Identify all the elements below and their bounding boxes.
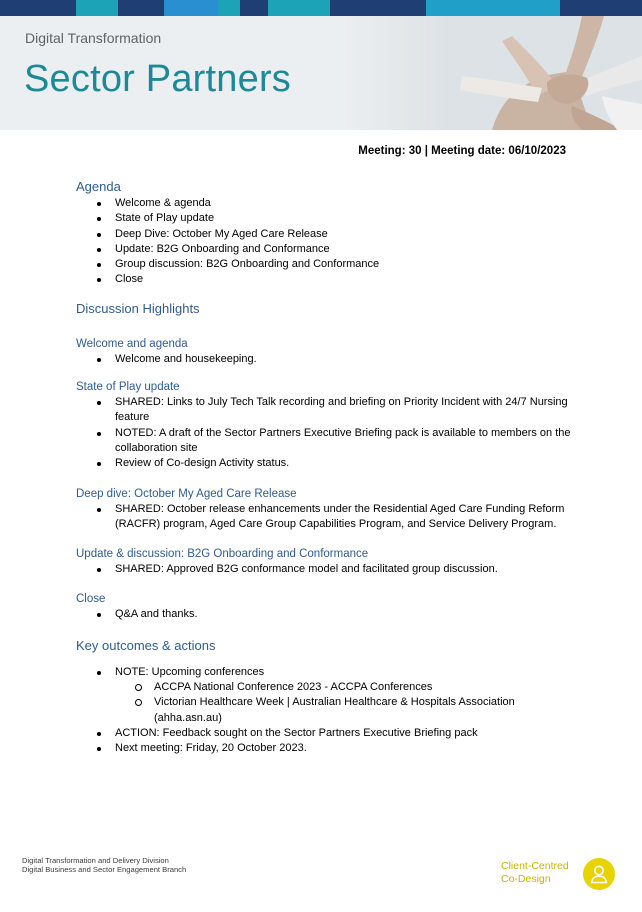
footer-division: Digital Transformation and Delivery Division [22,856,169,865]
section-title: Welcome and agenda [76,337,188,350]
stripe-segment [0,0,76,16]
agenda-item: Close [76,272,576,287]
top-color-stripe [0,0,642,16]
stripe-segment [426,0,560,16]
stripe-segment [164,0,218,16]
highlights-heading: Discussion Highlights [76,300,200,316]
list-item: Q&A and thanks. [76,607,576,622]
co-design-badge [583,858,615,890]
page-title: Sector Partners [24,58,291,100]
hands-photo [342,16,642,130]
conference-list [76,680,576,726]
agenda-item: Group discussion: B2G Onboarding and Conformance [76,257,576,272]
agenda-item: Deep Dive: October My Aged Care Release [76,227,576,242]
conference-item: Victorian Healthcare Week | Australian Healthcare & Hospitals Association (ahha.asn.au) [76,695,576,726]
section-list [76,502,576,533]
agenda-item: Update: B2G Onboarding and Conformance [76,242,576,257]
document-body [76,178,576,757]
section-title: Update & discussion: B2G Onboarding and Conformance [76,548,369,561]
section-list [76,395,576,471]
list-item: ACTION: Feedback sought on the Sector Partners Executive Briefing pack [76,726,576,741]
person-icon [583,858,615,890]
section-list [76,562,576,577]
footer-branch: Digital Business and Sector Engagement Branch [22,865,187,874]
outcomes-heading: Key outcomes & actions [76,637,216,653]
list-item: NOTED: A draft of the Sector Partners Executive Briefing pack is available to members on the collaboration site [76,426,576,457]
stripe-segment [76,0,118,16]
meeting-info: Meeting: 30 | Meeting date: 06/10/2023 [358,145,566,157]
section-title: Close [76,593,106,606]
outcomes-list [76,665,576,680]
list-item: NOTE: Upcoming conferences [76,665,576,680]
section-title: Deep dive: October My Aged Care Release [76,487,297,500]
outcomes-list-continued [76,726,576,757]
list-item: Review of Co-design Activity status. [76,456,576,471]
list-item: SHARED: Approved B2G conformance model and facilitated group discussion. [76,562,576,577]
agenda-item: State of Play update [76,211,576,226]
footer-organisation [22,856,186,874]
list-item: Welcome and housekeeping. [76,352,576,367]
agenda-heading: Agenda [76,179,121,194]
section-list [76,352,576,367]
list-item: SHARED: October release enhancements under the Residential Aged Care Funding Reform (RACFR) program, Aged Care Group Capabilities Program, and Service Delivery Program. [76,502,576,533]
stripe-segment [268,0,330,16]
list-item: SHARED: Links to July Tech Talk recording and briefing on Priority Incident with 24/7 Nursing feature [76,395,576,426]
agenda-list [76,196,576,288]
conference-item: ACCPA National Conference 2023 - ACCPA Conferences [76,680,576,695]
footer-brand-line: Client-Centred [501,860,569,872]
section-title: State of Play update [76,381,180,394]
header-banner [0,16,642,130]
footer-brand-line: Co-Design [501,873,551,885]
stripe-segment [560,0,642,16]
list-item: Next meeting: Friday, 20 October 2023. [76,741,576,756]
stripe-segment [118,0,164,16]
stripe-segment [240,0,268,16]
stripe-segment [330,0,426,16]
agenda-item: Welcome & agenda [76,196,576,211]
header-eyebrow: Digital Transformation [25,30,162,46]
stripe-segment [218,0,240,16]
footer-brand [501,860,569,886]
section-list [76,607,576,622]
